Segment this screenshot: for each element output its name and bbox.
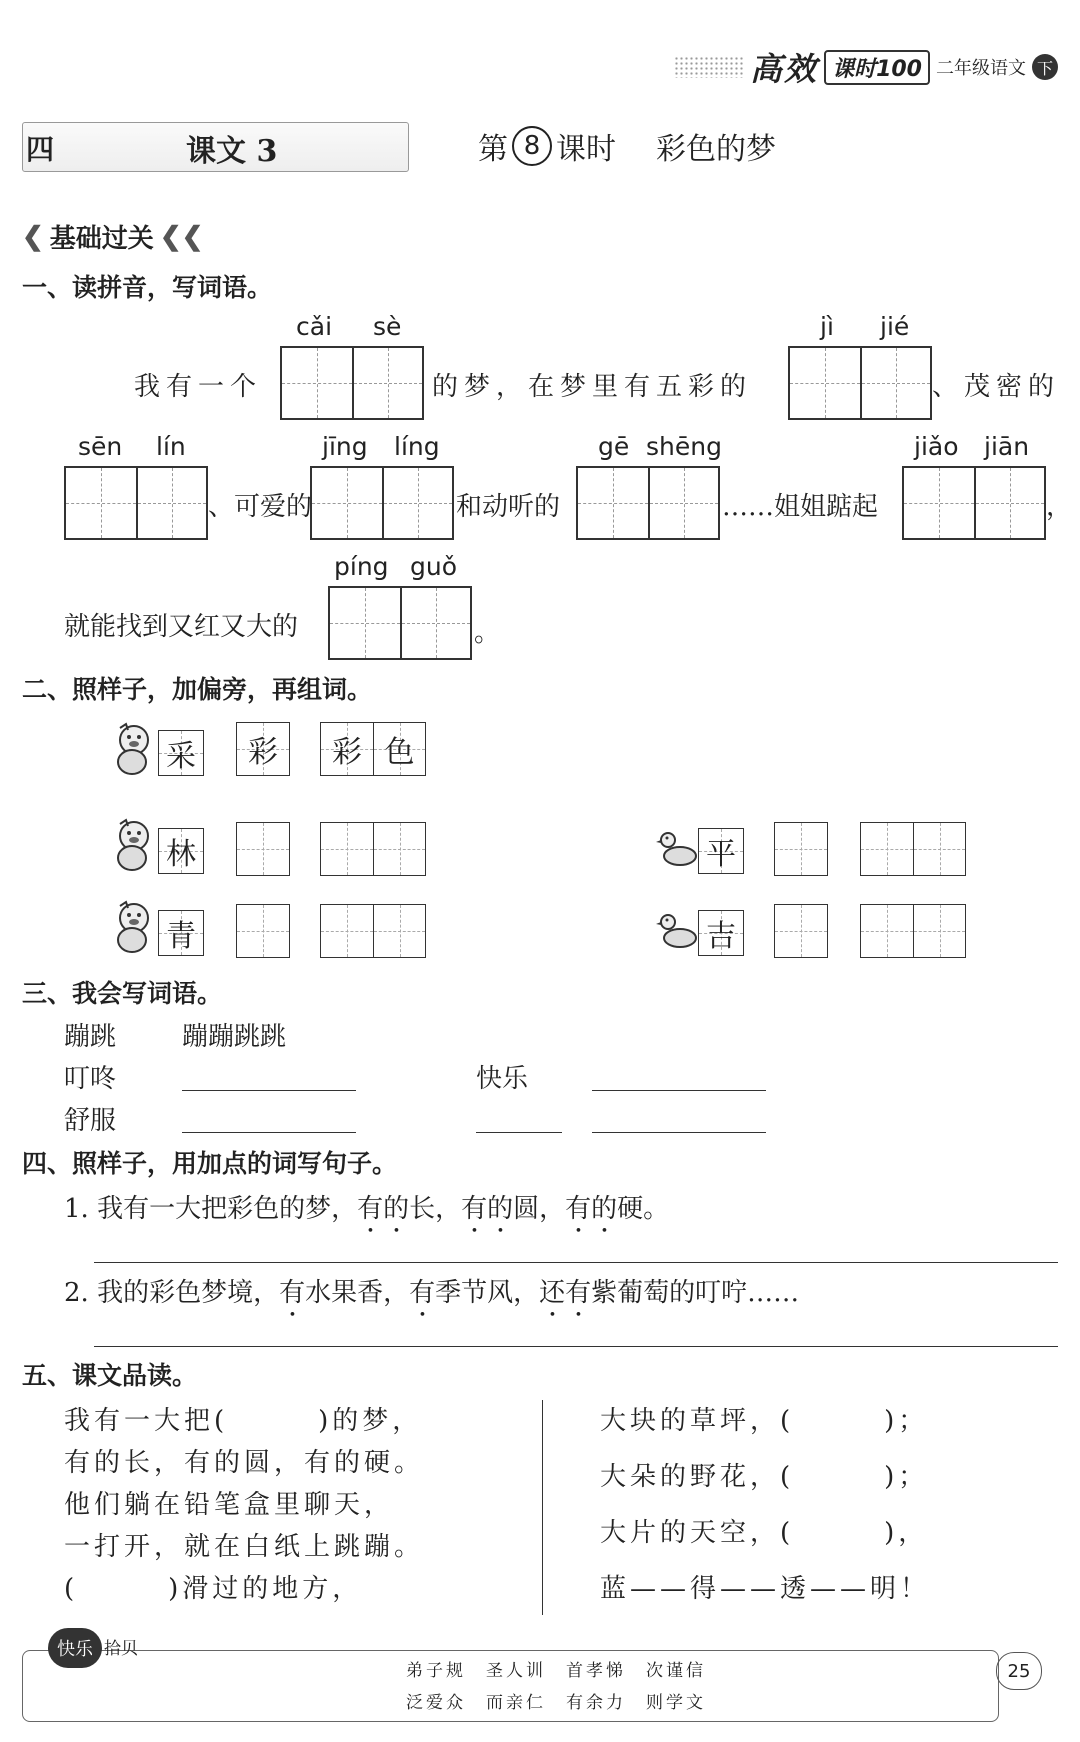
poem-right-line-3: 大片的天空，( )， xyxy=(600,1518,929,1548)
answer-word-ping[interactable] xyxy=(860,822,966,876)
s1-end: 硬。 xyxy=(617,1194,670,1224)
char-box-ji xyxy=(698,910,744,956)
q3-word-shufu: 舒服 xyxy=(64,1106,117,1136)
pinyin-lin: lín xyxy=(156,432,186,461)
char-box-ping xyxy=(698,828,744,874)
answer-char-qing[interactable] xyxy=(236,904,290,958)
lesson-suffix: 课时 xyxy=(556,132,616,167)
s2-mid-1: 水果香， xyxy=(305,1278,410,1308)
section-tag-label: 基础过关 xyxy=(49,224,154,254)
q1-text-1: 我有一个 xyxy=(134,372,263,402)
q1-text-3: 、茂密的 xyxy=(932,372,1061,402)
char-ji: 吉 xyxy=(706,919,736,954)
char-ping: 平 xyxy=(706,837,736,872)
q3-example-word: 蹦跳 xyxy=(64,1022,117,1052)
q4-sentence-1 xyxy=(64,1188,669,1239)
pinyin-ge: gē xyxy=(598,432,630,461)
volume-badge: 下 xyxy=(1032,54,1058,80)
q1-text-8: 就能找到又红又大的 xyxy=(64,612,299,642)
lesson-prefix: 第 xyxy=(478,132,508,167)
lesson-title: 彩色的梦 xyxy=(656,132,776,167)
answer-line-dingdong[interactable] xyxy=(182,1090,356,1091)
q3-word-kuaile: 快乐 xyxy=(476,1064,529,1094)
answer-char-ji[interactable] xyxy=(774,904,828,958)
answer-grid-jingling[interactable] xyxy=(310,466,454,540)
lesson-number: 8 xyxy=(512,126,552,166)
brand-main: 高效 xyxy=(750,50,819,88)
q5-title: 五、课文品读。 xyxy=(22,1361,198,1390)
unit-number: 四 xyxy=(26,133,55,166)
example-new-char-box xyxy=(236,722,290,776)
answer-grid-pingguo[interactable] xyxy=(328,586,472,660)
answer-word-qing[interactable] xyxy=(320,904,426,958)
duck-icon xyxy=(656,828,700,868)
poem-divider xyxy=(542,1400,543,1615)
answer-word-lin[interactable] xyxy=(320,822,426,876)
q2-title: 二、照样子，加偏旁，再组词。 xyxy=(22,675,373,704)
footer-line-1: 弟子规 圣人训 首孝悌 次谨信 xyxy=(406,1661,706,1681)
example-word-a: 彩 xyxy=(332,735,362,770)
q3-title: 三、我会写词语。 xyxy=(22,979,223,1008)
poem-left-line-2: 有的长，有的圆，有的硬。 xyxy=(64,1448,425,1478)
brand-header xyxy=(674,44,1058,90)
duck-icon xyxy=(656,910,700,950)
section-tag xyxy=(22,218,203,255)
q4-sentence-2 xyxy=(64,1272,799,1323)
s2-end: 紫葡萄的叮咛…… xyxy=(591,1278,800,1308)
grade-label: 二年级语文 xyxy=(936,58,1026,79)
brand-sub: 课时100 xyxy=(824,50,930,85)
q3-word-dingdong: 叮咚 xyxy=(64,1064,117,1094)
char-lin: 林 xyxy=(166,837,196,872)
s1-pre: 1. 我有一大把彩色的梦， xyxy=(64,1194,358,1224)
example-char: 采 xyxy=(166,739,196,774)
answer-char-ping[interactable] xyxy=(774,822,828,876)
pinyin-jing: jīng xyxy=(322,432,368,461)
q4-title: 四、照样子，用加点的词写句子。 xyxy=(22,1149,398,1178)
answer-line-shufu[interactable] xyxy=(182,1132,356,1133)
answer-line-extra-2[interactable] xyxy=(592,1132,766,1133)
poem-left-line-1: 我有一大把( )的梦， xyxy=(64,1406,423,1436)
page-number: 25 xyxy=(996,1652,1042,1690)
duckling-mascot-icon xyxy=(112,898,154,954)
poem-right-line-4: 蓝——得——透——明！ xyxy=(600,1574,931,1604)
s1-dotted-3: 有的 xyxy=(565,1194,618,1224)
s1-mid-2: 圆， xyxy=(513,1194,566,1224)
duckling-mascot-icon xyxy=(112,720,154,776)
q1-text-7: ， xyxy=(1046,492,1073,522)
poem-left-line-4: 一打开，就在白纸上跳蹦。 xyxy=(64,1532,425,1562)
example-char-box xyxy=(158,730,204,776)
pinyin-cai: cǎi xyxy=(296,312,333,341)
chevron-left-icon: ❮ xyxy=(22,221,44,252)
q3-example-answer: 蹦蹦跳跳 xyxy=(182,1022,287,1052)
s2-dotted-3: 还有 xyxy=(539,1278,592,1308)
answer-grid-jiaojian[interactable] xyxy=(902,466,1046,540)
example-word-box xyxy=(320,722,426,776)
unit-title: 课文 3 xyxy=(186,134,278,169)
answer-char-lin[interactable] xyxy=(236,822,290,876)
footer-line-2: 泛爱众 而亲仁 有余力 则学文 xyxy=(406,1693,706,1713)
example-new-char: 彩 xyxy=(248,735,278,770)
duckling-mascot-icon xyxy=(112,816,154,872)
happy-badge: 快乐 xyxy=(48,1628,102,1668)
pinyin-jie: jié xyxy=(880,312,910,341)
pinyin-jiao: jiǎo xyxy=(914,432,959,461)
pinyin-se: sè xyxy=(373,312,402,341)
example-word-b: 色 xyxy=(384,735,415,770)
double-chevron-left-icon: ❮❮ xyxy=(159,221,204,252)
poem-right-line-1: 大块的草坪，( )； xyxy=(600,1406,929,1436)
answer-grid-jijie[interactable] xyxy=(788,346,932,420)
q1-text-6: ……姐姐踮起 xyxy=(722,492,879,522)
pinyin-ping: píng xyxy=(334,552,389,581)
pinyin-ji: jì xyxy=(820,312,834,341)
q1-text-9: 。 xyxy=(474,618,501,648)
s2-dotted-1: 有 xyxy=(279,1278,306,1308)
char-box-lin xyxy=(158,828,204,874)
s1-dotted-2: 有的 xyxy=(461,1194,514,1224)
answer-grid-senlin[interactable] xyxy=(64,466,208,540)
q1-text-5: 和动听的 xyxy=(456,492,561,522)
answer-line-extra[interactable] xyxy=(476,1132,562,1133)
pinyin-guo: guǒ xyxy=(410,552,458,581)
answer-grid-gesheng[interactable] xyxy=(576,466,720,540)
s1-dotted-1: 有的 xyxy=(357,1194,410,1224)
char-qing: 青 xyxy=(166,919,196,954)
q1-text-4: 、可爱的 xyxy=(208,492,313,522)
q1-text-2: 的梦，在梦里有五彩的 xyxy=(432,372,753,402)
s2-mid-2: 季节风， xyxy=(435,1278,540,1308)
pinyin-sen: sēn xyxy=(78,432,123,461)
brand-dots-decoration xyxy=(674,56,744,78)
answer-line-sentence-2[interactable] xyxy=(94,1346,1058,1347)
lesson-heading xyxy=(478,124,776,168)
happy-label: 拾贝 xyxy=(104,1639,138,1659)
answer-grid-caise[interactable] xyxy=(280,346,424,420)
q1-title: 一、读拼音，写词语。 xyxy=(22,273,273,302)
s2-pre: 2. 我的彩色梦境， xyxy=(64,1278,280,1308)
answer-word-ji[interactable] xyxy=(860,904,966,958)
poem-right-line-2: 大朵的野花，( )； xyxy=(600,1462,929,1492)
answer-line-kuaile[interactable] xyxy=(592,1090,766,1091)
poem-left-line-3: 他们躺在铅笔盒里聊天， xyxy=(64,1490,395,1520)
pinyin-sheng: shēng xyxy=(646,432,722,461)
s1-mid-1: 长， xyxy=(409,1194,462,1224)
char-box-qing xyxy=(158,910,204,956)
answer-line-sentence-1[interactable] xyxy=(94,1262,1058,1263)
poem-left-line-5: ( )滑过的地方， xyxy=(64,1574,363,1604)
pinyin-jian: jiān xyxy=(984,432,1030,461)
s2-dotted-2: 有 xyxy=(409,1278,436,1308)
pinyin-ling: líng xyxy=(394,432,440,461)
